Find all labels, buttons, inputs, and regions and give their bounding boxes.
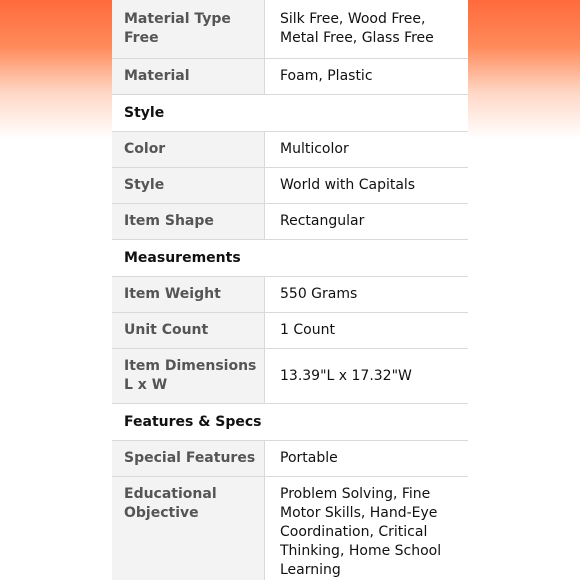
table-row [112, 59, 468, 95]
row-label: Educational Objective [112, 477, 265, 580]
row-label: Material [112, 59, 265, 94]
table-row [112, 132, 468, 168]
row-value: Multicolor [280, 141, 349, 157]
row-label: Item Shape [112, 204, 265, 239]
section-title-features: Features & Specs [112, 404, 468, 441]
table-row [112, 477, 468, 580]
row-label: Special Features [112, 441, 265, 476]
row-value: 1 Count [280, 322, 335, 338]
row-label: Unit Count [112, 313, 265, 348]
row-value: 550 Grams [280, 286, 358, 302]
product-details-panel [112, 0, 468, 580]
row-value: Problem Solving, Fine Motor Skills, Hand-Eye Coordination, Critical Thinking, Home School Learning [280, 486, 442, 578]
table-row [112, 0, 468, 59]
table-row [112, 277, 468, 313]
section-title-style: Style [112, 95, 468, 132]
row-label: Item Dimensions L x W [112, 349, 265, 403]
table-row [112, 441, 468, 477]
row-value: Silk Free, Wood Free, Metal Free, Glass Free [280, 11, 434, 46]
row-label: Style [112, 168, 265, 203]
row-value: Portable [280, 450, 338, 466]
table-row [112, 168, 468, 204]
row-value: Rectangular [280, 213, 365, 229]
table-row [112, 313, 468, 349]
table-row [112, 349, 468, 404]
row-value: 13.39"L x 17.32"W [280, 367, 412, 384]
row-label: Color [112, 132, 265, 167]
row-value: World with Capitals [280, 177, 416, 193]
row-label: Item Weight [112, 277, 265, 312]
row-label: Material Type Free [112, 0, 265, 58]
section-title-measurements: Measurements [112, 240, 468, 277]
table-row [112, 204, 468, 240]
row-value: Foam, Plastic [280, 68, 373, 84]
